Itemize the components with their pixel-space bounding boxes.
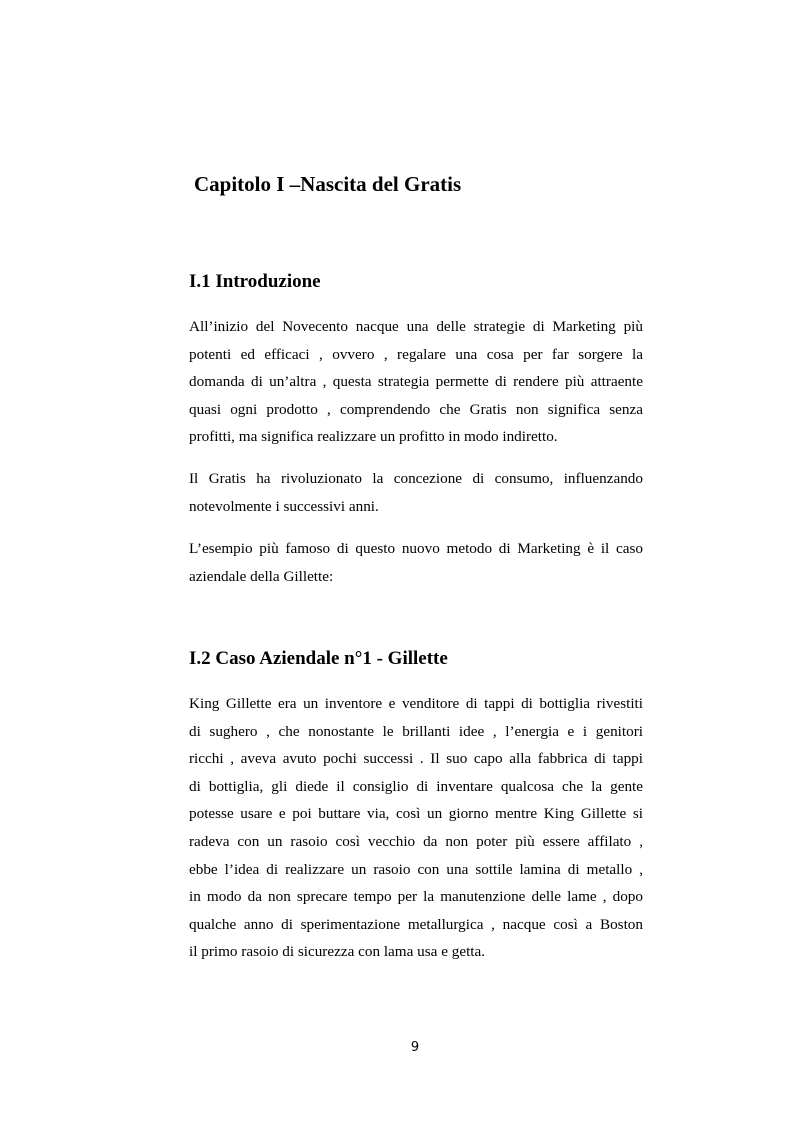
paragraph-intro-2 bbox=[189, 465, 643, 520]
page-number: 9 bbox=[410, 1040, 420, 1055]
text-line: ebbe l’idea di realizzare un rasoio con una sottile lamina di metallo , bbox=[189, 860, 643, 878]
paragraph-intro-3 bbox=[189, 535, 643, 590]
paragraph-gillette bbox=[189, 690, 643, 966]
text-line: radeva con un rasoio così vecchio da non poter più essere affilato , bbox=[189, 832, 643, 850]
text-line: Il Gratis ha rivoluzionato la concezione di consumo, influenzando bbox=[189, 470, 643, 487]
text-line: in modo da non sprecare tempo per la manutenzione delle lame , dopo bbox=[189, 888, 643, 906]
text-line: King Gillette era un inventore e venditore di tappi di bottiglia rivestiti bbox=[189, 695, 643, 712]
section-title-caso-gillette: I.2 Caso Aziendale n°1 - Gillette bbox=[189, 648, 448, 669]
text-line: All’inizio del Novecento nacque una delle strategie di Marketing più bbox=[189, 318, 643, 335]
text-line: potesse usare e poi buttare via, così un giorno mentre King Gillette si bbox=[189, 805, 643, 823]
text-line: di bottiglia, gli diede il consiglio di inventare qualcosa che la gente bbox=[189, 777, 643, 795]
text-line: aziendale della Gillette: bbox=[189, 567, 334, 585]
text-line: il primo rasoio di sicurezza con lama usa e getta. bbox=[189, 943, 486, 961]
text-line: ricchi , aveva avuto pochi successi . Il suo capo alla fabbrica di tappi bbox=[189, 750, 643, 768]
text-line: notevolmente i successivi anni. bbox=[189, 497, 379, 515]
section-title-introduzione: I.1 Introduzione bbox=[189, 271, 321, 292]
paragraph-intro-1 bbox=[189, 313, 643, 451]
text-line: potenti ed efficaci , ovvero , regalare una cosa per far sorgere la bbox=[189, 345, 643, 363]
text-line: qualche anno di sperimentazione metallurgica , nacque così a Boston bbox=[189, 915, 643, 933]
text-line: profitti, ma significa realizzare un profitto in modo indiretto. bbox=[189, 428, 558, 446]
text-line: di sughero , che nonostante le brillanti idee , l’energia e i genitori bbox=[189, 722, 643, 740]
text-line: L’esempio più famoso di questo nuovo metodo di Marketing è il caso bbox=[189, 540, 643, 557]
chapter-title: Capitolo I –Nascita del Gratis bbox=[194, 172, 462, 196]
text-line: quasi ogni prodotto , comprendendo che Gratis non significa senza bbox=[189, 400, 643, 418]
text-line: domanda di un’altra , questa strategia permette di rendere più attraente bbox=[189, 373, 643, 391]
